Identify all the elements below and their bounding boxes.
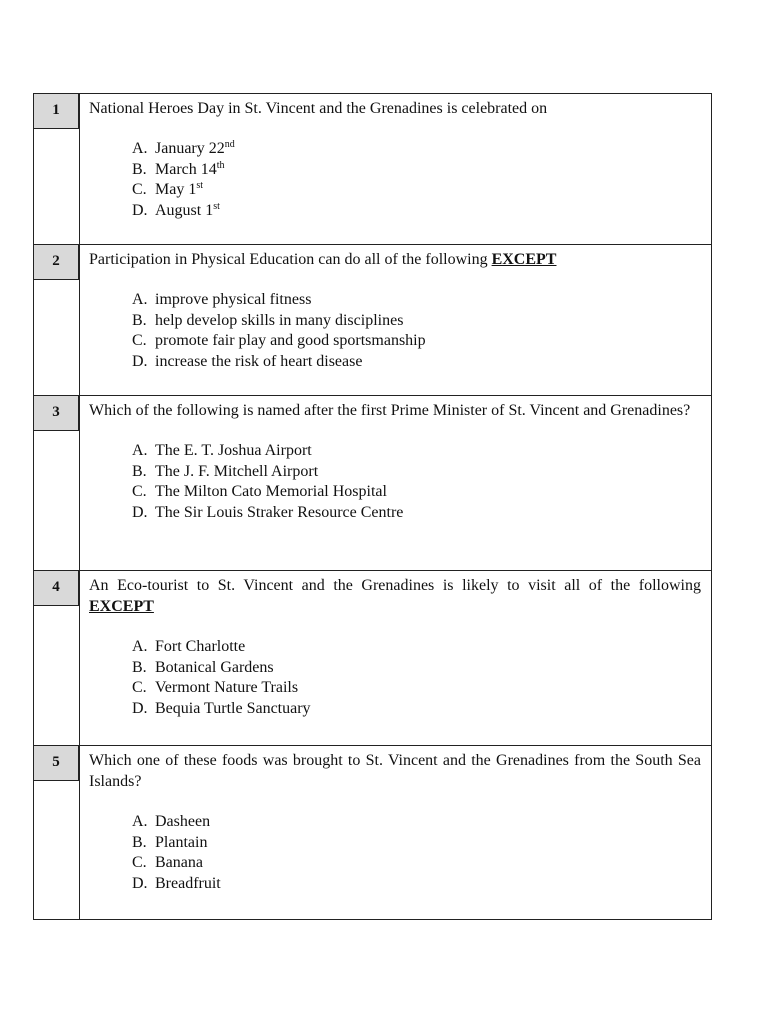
option-letter: A. xyxy=(132,140,148,157)
option-text: The Sir Louis Straker Resource Centre xyxy=(155,504,404,522)
question-body xyxy=(79,245,711,395)
option-a xyxy=(132,290,701,311)
question-block-2 xyxy=(33,244,712,395)
question-body xyxy=(79,94,711,244)
question-number: 5 xyxy=(33,745,79,781)
option-c xyxy=(132,180,701,201)
option-text: Plantain xyxy=(155,833,208,851)
stem-text: An Eco-tourist to St. Vincent and the Grenadines is likely to visit all of the following xyxy=(89,577,701,594)
option-letter: D. xyxy=(132,875,148,893)
option-letter: D. xyxy=(132,700,148,718)
stem-text: Participation in Physical Education can do all of the following xyxy=(89,251,492,268)
option-letter: A. xyxy=(132,442,148,459)
stem-emphasis: EXCEPT xyxy=(491,251,557,268)
option-d xyxy=(132,201,701,222)
options-list xyxy=(132,637,701,720)
option-letter: C. xyxy=(132,679,147,697)
option-letter: C. xyxy=(132,332,147,350)
question-stem xyxy=(89,400,701,421)
option-text: January 22 xyxy=(155,140,225,157)
stem-emphasis: EXCEPT xyxy=(89,598,154,615)
options-list xyxy=(132,441,701,524)
option-text: August 1 xyxy=(155,202,214,220)
option-text: March 14 xyxy=(155,160,217,178)
question-block-1 xyxy=(33,93,712,244)
option-text: Fort Charlotte xyxy=(155,638,246,655)
option-a xyxy=(132,637,701,658)
question-sheet xyxy=(33,93,712,920)
option-letter: A. xyxy=(132,813,148,830)
option-a xyxy=(132,441,701,462)
option-letter: A. xyxy=(132,291,148,308)
question-number: 1 xyxy=(33,93,79,129)
options-list xyxy=(132,139,701,222)
option-d xyxy=(132,503,701,524)
option-text: improve physical fitness xyxy=(155,291,312,308)
option-text: Vermont Nature Trails xyxy=(155,679,299,697)
question-stem xyxy=(89,575,701,617)
option-letter: B. xyxy=(132,160,147,178)
option-text: Dasheen xyxy=(155,813,211,830)
option-text: Banana xyxy=(155,854,203,872)
option-letter: B. xyxy=(132,833,147,851)
option-text: promote fair play and good sportsmanship xyxy=(155,332,426,350)
question-body xyxy=(79,746,711,919)
option-superscript: th xyxy=(216,159,225,171)
option-text: The Milton Cato Memorial Hospital xyxy=(155,483,387,501)
option-letter: D. xyxy=(132,504,148,522)
option-superscript: st xyxy=(213,201,220,213)
question-number: 4 xyxy=(33,570,79,606)
option-c xyxy=(132,331,701,352)
option-text: help develop skills in many disciplines xyxy=(155,311,404,329)
option-letter: C. xyxy=(132,483,147,501)
option-b xyxy=(132,462,701,483)
option-superscript: nd xyxy=(224,139,235,150)
option-a xyxy=(132,812,701,833)
option-b xyxy=(132,160,701,181)
option-letter: C. xyxy=(132,854,147,872)
option-text: The E. T. Joshua Airport xyxy=(155,442,312,459)
option-text: Breadfruit xyxy=(155,875,221,893)
question-stem xyxy=(89,98,701,119)
question-stem xyxy=(89,750,701,792)
option-letter: D. xyxy=(132,202,148,220)
stem-text: National Heroes Day in St. Vincent and the Grenadines is celebrated on xyxy=(89,100,548,117)
question-number: 3 xyxy=(33,395,79,431)
option-letter: B. xyxy=(132,462,147,480)
option-text: The J. F. Mitchell Airport xyxy=(155,462,319,480)
question-number: 2 xyxy=(33,244,79,280)
question-block-4 xyxy=(33,570,712,745)
question-body xyxy=(79,396,711,570)
option-d xyxy=(132,874,701,895)
option-letter: B. xyxy=(132,658,147,676)
option-letter: A. xyxy=(132,638,148,655)
option-text: Bequia Turtle Sanctuary xyxy=(155,700,311,718)
options-list xyxy=(132,812,701,895)
option-c xyxy=(132,482,701,503)
option-letter: B. xyxy=(132,311,147,329)
option-b xyxy=(132,833,701,854)
question-body xyxy=(79,571,711,745)
option-text: increase the risk of heart disease xyxy=(155,353,363,371)
option-d xyxy=(132,699,701,720)
option-b xyxy=(132,658,701,679)
stem-text: Which one of these foods was brought to St. Vincent and the Grenadines from the South Sea Islands? xyxy=(89,752,701,790)
options-list xyxy=(132,290,701,373)
stem-text: Which of the following is named after the first Prime Minister of St. Vincent and Grenadines? xyxy=(89,402,691,419)
option-text: Botanical Gardens xyxy=(155,658,274,676)
question-stem xyxy=(89,249,701,270)
option-letter: D. xyxy=(132,353,148,371)
option-letter: C. xyxy=(132,181,147,199)
question-block-3 xyxy=(33,395,712,570)
option-c xyxy=(132,678,701,699)
option-text: May 1 xyxy=(155,181,197,199)
option-c xyxy=(132,853,701,874)
option-b xyxy=(132,311,701,332)
option-a xyxy=(132,139,701,160)
question-block-5 xyxy=(33,745,712,920)
option-d xyxy=(132,352,701,373)
option-superscript: st xyxy=(196,180,203,192)
